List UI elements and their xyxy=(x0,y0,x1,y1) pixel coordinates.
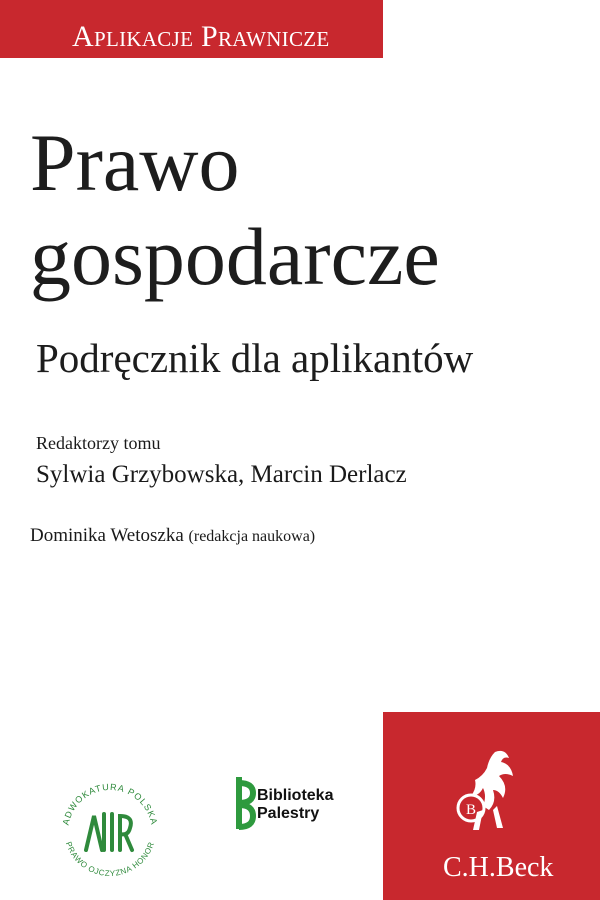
advocacy-ring-top: ADWOKATURA POLSKA xyxy=(60,781,160,827)
griffin-icon xyxy=(453,746,533,846)
biblioteka-text xyxy=(257,787,333,823)
publisher-panel xyxy=(383,712,600,900)
book-subtitle: Podręcznik dla aplikantów xyxy=(36,335,474,381)
book-title xyxy=(30,116,440,304)
advocacy-monogram-icon xyxy=(86,814,132,850)
advocacy-ring-bottom: PRAWO OJCZYZNA HONOR xyxy=(63,840,157,879)
series-label: Aplikacje Prawnicze xyxy=(72,20,330,53)
scientific-editor-role: (redakcja naukowa) xyxy=(188,528,316,545)
biblioteka-mark-icon xyxy=(233,773,257,833)
advocacy-logo xyxy=(50,770,170,890)
scientific-editor-name: Dominika Wetoszka xyxy=(30,525,184,546)
biblioteka-line-1: Biblioteka xyxy=(257,787,334,804)
biblioteka-palestry-logo xyxy=(233,773,343,843)
title-line-1: Prawo xyxy=(30,117,240,208)
editors-names: Sylwia Grzybowska, Marcin Derlacz xyxy=(36,461,407,488)
publisher-name: C.H.Beck xyxy=(443,852,554,883)
scientific-editor xyxy=(30,524,315,549)
biblioteka-line-2: Palestry xyxy=(257,805,320,822)
svg-text:B: B xyxy=(465,802,477,818)
editors-caption: Redaktorzy tomu xyxy=(36,433,161,453)
title-line-2: gospodarcze xyxy=(30,211,440,302)
